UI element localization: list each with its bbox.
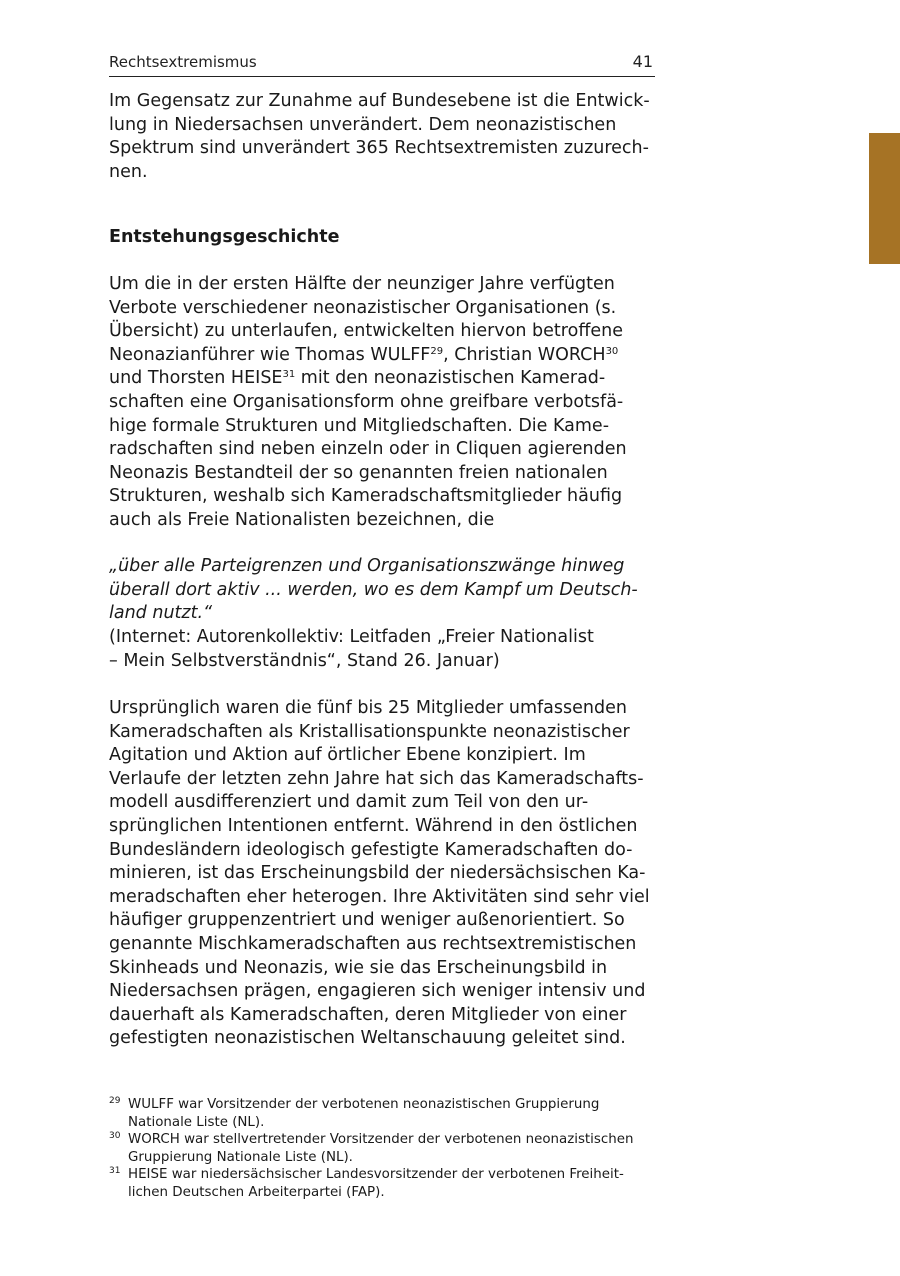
text-line: lung in Niedersachsen unverändert. Dem neonazistischen: [109, 114, 617, 135]
text-line: schaften eine Organisationsform ohne greifbare verbotsfä-: [109, 391, 624, 412]
text-line: (Internet: Autorenkollektiv: Leitfaden „Freier Nationalist: [109, 627, 594, 647]
footnote-line: HEISE war niedersächsischer Landesvorsitzender der verbotenen Freiheit-: [128, 1167, 624, 1183]
text-line: Agitation und Aktion auf örtlicher Ebene konzipiert. Im: [109, 745, 586, 766]
chapter-tab-marker: [869, 133, 900, 264]
text-line: Neonazis Bestandteil der so genannten freien nationalen: [109, 462, 608, 483]
footnote-line: Gruppierung Nationale Liste (NL).: [128, 1149, 353, 1165]
footnote-line: Nationale Liste (NL).: [128, 1114, 265, 1130]
text-line: hige formale Strukturen und Mitgliedschaften. Die Kame-: [109, 415, 610, 436]
quote-line: überall dort aktiv ... werden, wo es dem Kampf um Deutsch-: [109, 579, 638, 600]
text-line: Verlaufe der letzten zehn Jahre hat sich das Kameradschafts-: [109, 768, 644, 789]
text-line: gefestigten neonazistischen Weltanschauung geleitet sind.: [109, 1028, 626, 1049]
text-line: häufiger gruppenzentriert und weniger außenorientiert. So: [109, 910, 625, 931]
footnote-line: lichen Deutschen Arbeiterpartei (FAP).: [128, 1184, 385, 1200]
footnotes: [109, 1096, 669, 1202]
text-line: Verbote verschiedener neonazistischer Organisationen (s.: [109, 297, 617, 318]
text-line: radschaften sind neben einzeln oder in Cliquen agierenden: [109, 439, 627, 460]
text-fragment: Neonazianführer wie Thomas WULFF: [109, 344, 431, 365]
text-fragment: mit den neonazistischen Kamerad-: [295, 368, 606, 389]
footnote-ref-31[interactable]: 31: [282, 369, 296, 381]
footnote-number: 29: [109, 1096, 121, 1106]
text-fragment: , Christian WORCH: [443, 344, 606, 365]
text-line: modell ausdifferenziert und damit zum Teil von den ur-: [109, 792, 589, 813]
text-line: Kameradschaften als Kristallisationspunkte neonazistischer: [109, 721, 630, 742]
footnote-number: 30: [109, 1131, 121, 1142]
quote-line: land nutzt.“: [109, 603, 213, 624]
text-line: Strukturen, weshalb sich Kameradschaftsmitglieder häufig: [109, 486, 623, 507]
footnote-30: [109, 1131, 669, 1166]
text-line: Bundesländern ideologisch gefestigte Kameradschaften do-: [109, 839, 633, 860]
quote-line: „über alle Parteigrenzen und Organisationszwänge hinweg: [109, 556, 625, 576]
intro-paragraph: [109, 90, 661, 184]
text-line: Im Gegensatz zur Zunahme auf Bundesebene ist die Entwick-: [109, 91, 650, 111]
paragraph-development: [109, 697, 661, 1051]
text-line: minieren, ist das Erscheinungsbild der niedersächsischen Ka-: [109, 863, 646, 884]
text-line: Skinheads und Neonazis, wie sie das Erscheinungsbild in: [109, 957, 608, 978]
footnote-ref-29[interactable]: 29: [430, 345, 444, 357]
text-line: Spektrum sind unverändert 365 Rechtsextremisten zuzurech-: [109, 138, 649, 159]
running-header-title: Rechtsextremismus: [109, 53, 257, 71]
footnote-29: [109, 1096, 669, 1131]
text-line: [109, 344, 661, 368]
footnote-number: 31: [109, 1166, 121, 1177]
text-line: – Mein Selbstverständnis“, Stand 26. Januar): [109, 650, 500, 671]
quote-source: [109, 626, 661, 673]
footnote-31: [109, 1166, 669, 1201]
text-line: Um die in der ersten Hälfte der neunziger Jahre verfügten: [109, 274, 615, 294]
text-line: Niedersachsen prägen, engagieren sich weniger intensiv und: [109, 981, 646, 1002]
text-line: auch als Freie Nationalisten bezeichnen, die: [109, 509, 495, 530]
text-line: Übersicht) zu unterlaufen, entwickelten hiervon betroffene: [109, 321, 623, 342]
footnote-line: WORCH war stellvertretender Vorsitzender der verbotenen neonazistischen: [128, 1132, 634, 1148]
text-line: genannte Mischkameradschaften aus rechtsextremistischen: [109, 933, 637, 954]
text-line: meradschaften eher heterogen. Ihre Aktivitäten sind sehr viel: [109, 886, 650, 907]
text-line: Ursprünglich waren die fünf bis 25 Mitglieder umfassenden: [109, 698, 627, 718]
footnote-line: WULFF war Vorsitzender der verbotenen neonazistischen Gruppierung: [128, 1097, 600, 1112]
footnote-ref-30[interactable]: 30: [605, 345, 619, 357]
running-header: [109, 52, 655, 77]
paragraph-origins: [109, 273, 661, 533]
block-quote: [109, 555, 661, 626]
text-line: [109, 367, 661, 391]
section-heading-text: Entstehungsgeschichte: [109, 227, 340, 247]
section-heading: [109, 226, 661, 250]
text-fragment: und Thorsten HEISE: [109, 368, 283, 389]
text-line: nen.: [109, 161, 148, 182]
text-line: sprünglichen Intentionen entfernt. Während in den östlichen: [109, 815, 638, 836]
page-number: 41: [632, 52, 653, 71]
text-line: dauerhaft als Kameradschaften, deren Mitglieder von einer: [109, 1004, 627, 1025]
